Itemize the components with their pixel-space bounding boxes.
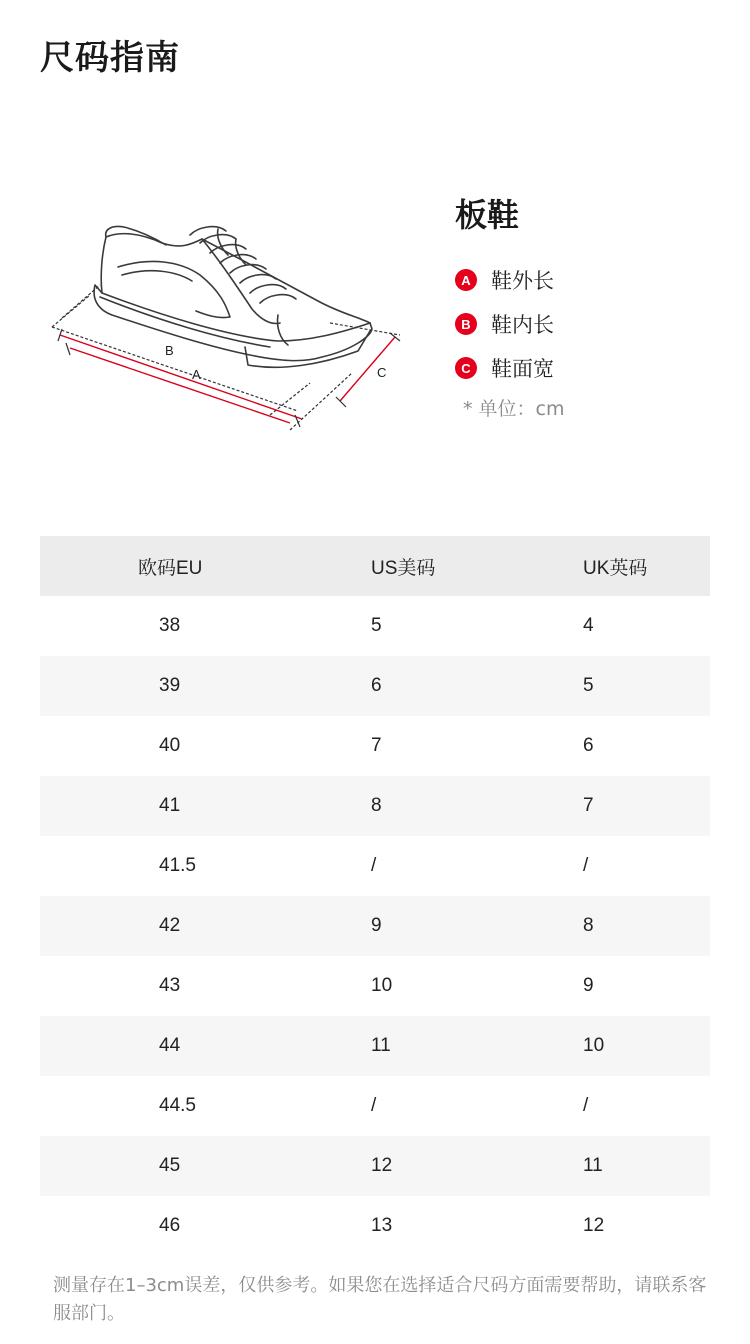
table-row [40, 956, 710, 1016]
legend-label: 鞋面宽 [491, 357, 554, 381]
cell-us: 13 [371, 1215, 393, 1236]
cell-eu: 44.5 [159, 1095, 196, 1116]
unit-note: * 单位：cm [463, 398, 565, 420]
size-table [40, 536, 710, 1256]
measurement-legend [455, 190, 725, 421]
header-uk: UK英码 [583, 536, 710, 596]
cell-uk: 6 [583, 735, 594, 756]
shoe-type-title: 板鞋 [455, 196, 520, 234]
cell-eu: 45 [40, 1136, 371, 1196]
cell-uk: 4 [583, 615, 594, 636]
table-row [40, 1076, 710, 1136]
cell-eu: 41.5 [159, 855, 196, 876]
shoe-diagram [40, 205, 420, 450]
cell-eu: 41 [40, 776, 371, 836]
cell-uk: 5 [583, 656, 710, 716]
badge-c: C [455, 357, 477, 379]
badge-a: A [455, 269, 477, 291]
cell-us: 12 [371, 1136, 583, 1196]
badge-b: B [455, 313, 477, 335]
disclaimer-note: 测量存在1–3cm误差，仅供参考。如果您在选择适合尺码方面需要帮助，请联系客服部门。 [53, 1275, 707, 1324]
legend-item-width [455, 346, 725, 390]
legend-item-outer-length [455, 258, 725, 302]
dimension-label-c: C [377, 365, 387, 380]
cell-eu: 40 [159, 735, 181, 756]
cell-uk: 12 [583, 1215, 605, 1236]
cell-us: 7 [371, 735, 382, 756]
header-us: US美码 [371, 536, 583, 596]
cell-uk: 9 [583, 975, 594, 996]
cell-us: 11 [371, 1016, 583, 1076]
legend-label: 鞋外长 [491, 269, 554, 293]
cell-us: / [371, 1095, 377, 1116]
table-row [40, 656, 710, 716]
cell-us: / [371, 855, 377, 876]
header-eu: 欧码EU [40, 536, 371, 596]
cell-us: 10 [371, 975, 393, 996]
cell-eu: 38 [159, 615, 181, 636]
legend-label: 鞋内长 [491, 313, 554, 337]
cell-uk: 8 [583, 896, 710, 956]
table-row [40, 596, 710, 656]
cell-uk: 10 [583, 1016, 710, 1076]
table-row [40, 896, 710, 956]
legend-item-inner-length [455, 302, 725, 346]
cell-eu: 39 [40, 656, 371, 716]
table-row [40, 716, 710, 776]
cell-uk: / [583, 855, 589, 876]
table-row [40, 836, 710, 896]
table-row [40, 1136, 710, 1196]
page-title: 尺码指南 [40, 38, 180, 78]
cell-us: 9 [371, 896, 583, 956]
cell-eu: 42 [40, 896, 371, 956]
table-row [40, 776, 710, 836]
cell-us: 5 [371, 615, 382, 636]
dimension-label-b: B [165, 343, 174, 358]
cell-eu: 43 [159, 975, 181, 996]
cell-us: 8 [371, 776, 583, 836]
cell-eu: 46 [159, 1215, 181, 1236]
cell-us: 6 [371, 656, 583, 716]
cell-eu: 44 [40, 1016, 371, 1076]
dimension-label-a: A [192, 367, 201, 382]
cell-uk: / [583, 1095, 589, 1116]
cell-uk: 7 [583, 776, 710, 836]
table-row [40, 1196, 710, 1256]
table-row [40, 1016, 710, 1076]
table-header-row [40, 536, 710, 596]
cell-uk: 11 [583, 1136, 710, 1196]
